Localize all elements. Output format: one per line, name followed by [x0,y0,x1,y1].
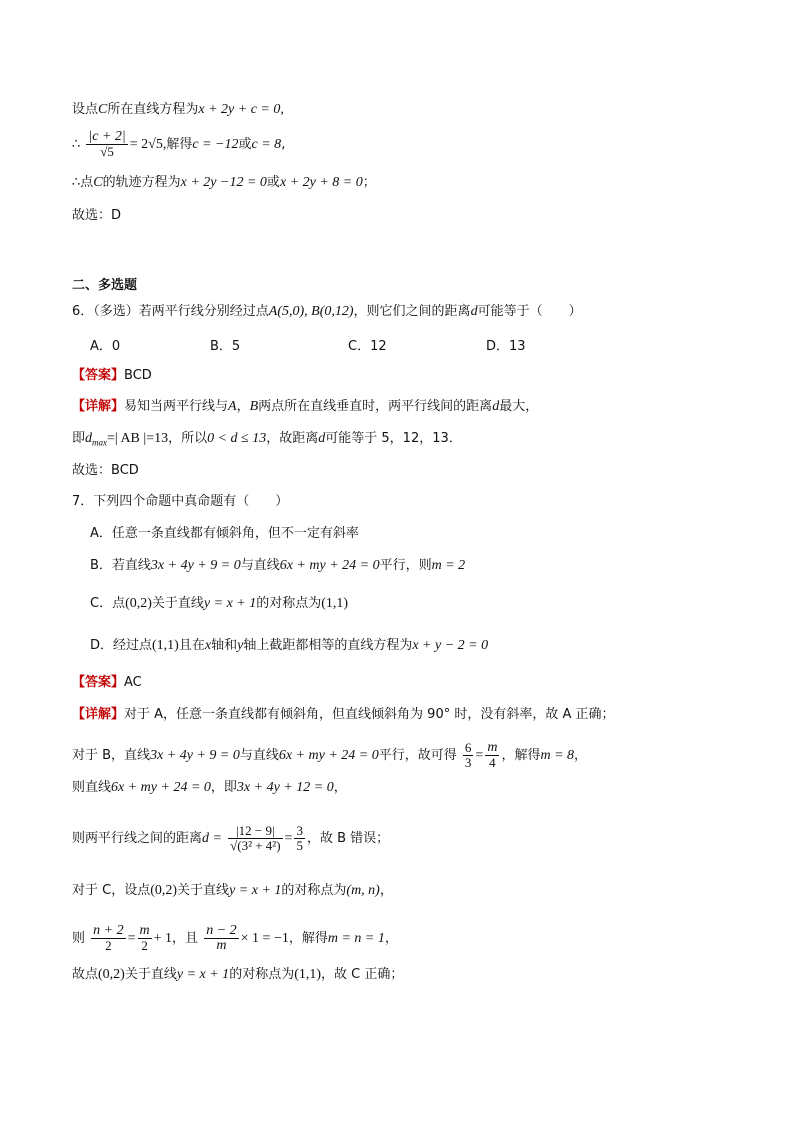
denominator: √5 [100,144,114,159]
text: 对于 B，直线 [72,748,151,763]
numerator: 3 [296,823,303,838]
option-a: A．任意一条直线都有倾斜角，但不一定有斜率 [90,526,359,541]
math: 6x + my + 24 = 0 [111,780,211,795]
math: d [85,431,93,446]
text: 平行，则 [379,558,432,573]
detail-line [72,741,587,770]
math: 3x + 4y + 9 = 0 [150,558,241,573]
answer-line: 故选：BCD [72,463,139,478]
answer-value: AC [124,675,142,690]
math: = [475,748,484,763]
text: 则 [72,931,86,946]
text: D．经过点 [90,638,153,653]
text: ， [384,931,398,946]
math: d [492,399,500,414]
denominator: 2 [141,938,148,953]
option-d [90,637,488,655]
text: 关于直线 [124,967,177,982]
text: 轴上截距都相等的直线方程为 [243,638,413,653]
text: ，解得 [501,748,541,763]
math: C [98,102,108,117]
math: x + 2y + 8 = 0 [279,175,363,190]
solution-line [72,101,284,119]
text: ，解得 [288,931,328,946]
math: c = 8 [251,137,282,152]
answer-tag: 【答案】 [72,368,125,383]
math: × 1 = −1 [240,931,289,946]
detail-line [72,824,389,853]
text: ， [574,748,588,763]
text: ，即 [210,780,237,795]
fraction [228,824,282,853]
fraction [463,741,474,770]
math: m = 8 [540,748,575,763]
denominator: √(3² + 4²) [230,838,281,853]
text: ∴点 [72,175,94,190]
text: , [281,137,286,152]
text: 关于直线 [177,883,230,898]
text: C．点 [90,596,126,611]
math: (0,2) [98,967,125,982]
text: 的对称点为 [229,967,295,982]
subscript: max [92,437,108,448]
fraction [138,924,152,953]
math: y [237,638,244,653]
math: (1,1) [152,638,179,653]
math: (1,1) [321,596,349,611]
fraction [86,130,127,159]
math: y = x + 1 [229,883,282,898]
text: ， [333,780,347,795]
detail-line [72,882,393,900]
option-c [90,595,348,613]
text: ， [236,399,250,414]
text: 两点所在直线垂直时，两平行线间的距离 [258,399,493,414]
option-b [90,557,465,575]
math: (0,2) [150,883,178,898]
text: 故点 [72,967,99,982]
text: ，则它们之间的距离 [353,304,471,319]
text: 可能等于（ ） [477,304,582,319]
text: 易知当两平行线与 [124,399,229,414]
math: = 2√5, [129,137,167,152]
text: 6．（多选）若两平行线分别经过点 [72,304,269,319]
text: ， [379,883,393,898]
text: 的对称点为 [281,883,347,898]
math: d [470,304,478,319]
denominator: 3 [464,755,472,770]
text: 则两平行线之间的距离 [72,831,203,846]
math: c = −12 [192,137,239,152]
fraction [204,924,238,953]
text: 平行，故可得 [378,748,457,763]
text: 与直线 [239,748,279,763]
text: 关于直线 [151,596,204,611]
text: 对于 C，设点 [72,883,151,898]
math: 0 < d ≤ 13 [207,431,267,446]
question-stem [72,303,582,321]
math: C [93,175,103,190]
detail-line [72,779,347,797]
text: 解得 [166,137,193,152]
text: 所在直线方程为 [107,102,199,117]
math: = [127,931,136,946]
text: 可能等于 5，12，13． [325,431,462,446]
detail-line [72,398,538,416]
numerator: |12 − 9| [228,824,282,839]
text: 轴和 [211,638,238,653]
text: 与直线 [240,558,280,573]
fraction [294,824,305,853]
denominator: 4 [489,755,496,770]
answer-value: BCD [124,368,152,383]
math: 6x + my + 24 = 0 [279,558,380,573]
numerator: m [139,923,150,938]
numerator: |c + 2| [88,129,126,144]
option-a: A．0 [90,339,121,354]
solution-line [72,130,285,159]
math: x + y − 2 = 0 [412,638,489,653]
answer-tag: 【答案】 [72,675,125,690]
math: A(5,0), B(0,12) [268,304,354,319]
math: A [228,399,237,414]
math: m = n = 1 [327,931,385,946]
text: 或 [266,175,280,190]
denominator: 2 [105,938,112,953]
numerator: m [487,740,498,755]
fraction [91,924,125,953]
detail-line [72,966,403,984]
denominator: m [216,938,227,953]
numerator: 6 [464,740,472,755]
text: ，故 C 正确； [321,967,404,982]
math: + 1 [153,931,173,946]
text: ，所以 [168,431,208,446]
math: x [204,638,212,653]
fraction [485,741,499,770]
math: d [318,431,326,446]
math: 6x + my + 24 = 0 [278,748,379,763]
math: y = x + 1 [203,596,257,611]
answer-line [72,674,142,692]
text: 的对称点为 [256,596,322,611]
math: =| AB |=13 [107,431,169,446]
math: d = [202,831,222,846]
text: 则直线 [72,780,112,795]
option-c: C．12 [348,339,387,354]
numerator: n − 2 [206,923,237,938]
math: x + 2y −12 = 0 [180,175,267,190]
denominator: 5 [296,838,303,853]
option-b: B．5 [210,339,241,354]
text: ∴ [72,137,81,152]
math: = [284,831,293,846]
text: 且在 [178,638,205,653]
math: x + 2y + c = 0, [198,102,284,117]
math: B [249,399,259,414]
detail-tag: 【详解】 [72,707,125,722]
text: 对于 A，任意一条直线都有倾斜角，但直线倾斜角为 90° 时，没有斜率，故 A 正确； [124,707,615,722]
math: (0,2) [125,596,152,611]
option-d: D．13 [486,339,526,354]
detail-line [72,924,398,953]
numerator: n + 2 [93,923,124,938]
detail-line [72,430,462,452]
text: 的轨迹方程为 [102,175,181,190]
math: 3x + 4y + 9 = 0 [150,748,240,763]
text: 设点 [72,102,99,117]
math: y = x + 1 [176,967,230,982]
math: (m, n) [346,883,380,898]
math: 3x + 4y + 12 = 0 [236,780,334,795]
text: 或 [238,137,252,152]
text: 最大， [499,399,539,414]
text: ，故距离 [266,431,319,446]
section-title: 二、多选题 [72,278,138,293]
text: ； [362,175,376,190]
solution-line [72,174,376,192]
detail-tag: 【详解】 [72,399,125,414]
text: ，故 B 错误； [306,831,390,846]
text: ，且 [172,931,199,946]
text: 即 [72,431,86,446]
question-stem: 7．下列四个命题中真命题有（ ） [72,494,289,509]
math: m = 2 [431,558,466,573]
answer-line [72,367,152,385]
detail-line [72,706,615,724]
text: B．若直线 [90,558,151,573]
math: (1,1) [294,967,322,982]
answer-line: 故选：D [72,208,122,223]
